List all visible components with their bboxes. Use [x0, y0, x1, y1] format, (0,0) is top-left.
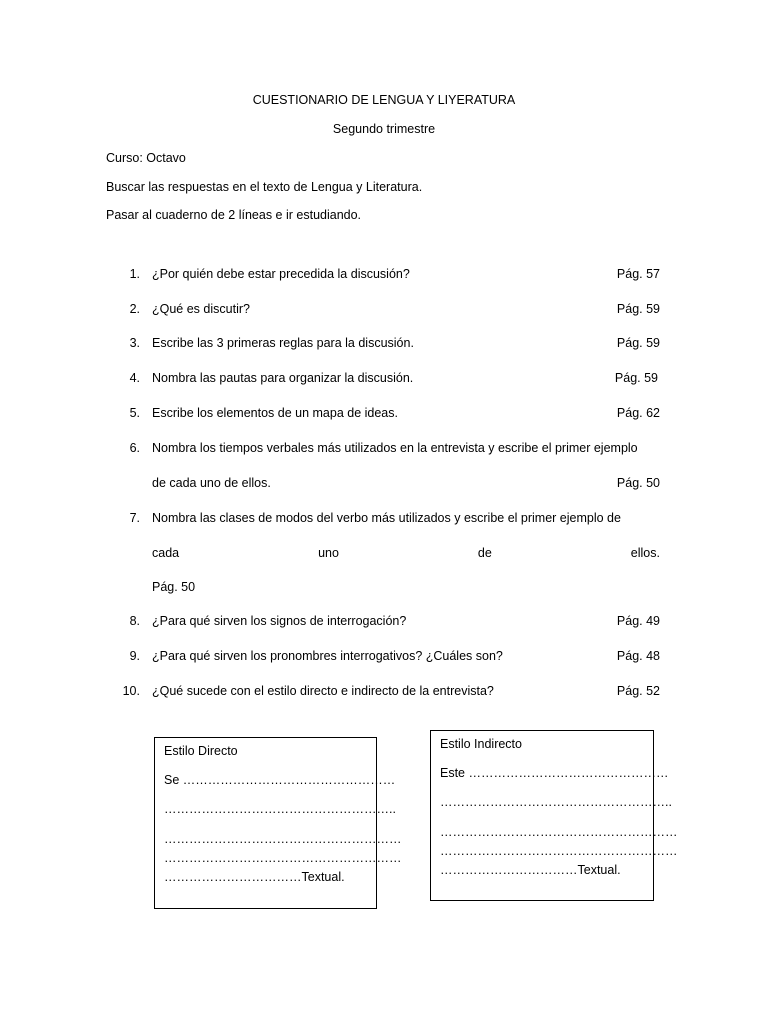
fill-line: …………………………………………………	[164, 851, 402, 865]
question-number: 10.	[122, 684, 140, 698]
estilo-directo-box	[154, 737, 402, 909]
fill-line: Se ……………………………………………	[164, 773, 396, 787]
word: uno	[318, 546, 339, 560]
question-page: Pág. 50	[616, 476, 660, 490]
instruction-line-2: Pasar al cuaderno de 2 líneas e ir estudiando.	[106, 208, 362, 222]
fill-line: ………………………………………………..	[440, 795, 672, 809]
question-page: Pág. 52	[616, 684, 660, 698]
question-number: 8.	[129, 614, 140, 628]
question-text: ¿Qué sucede con el estilo directo e indirecto de la entrevista?	[152, 684, 494, 698]
question-page: Pág. 49	[616, 614, 660, 628]
fill-line: ……………………………Textual.	[164, 870, 345, 884]
question-text: Escribe los elementos de un mapa de ideas.	[152, 406, 398, 420]
question-page: Pág. 48	[616, 649, 660, 663]
question-number: 2.	[129, 302, 140, 316]
fill-line: ………………………………………………..	[164, 802, 396, 816]
question-text: ¿Para qué sirven los signos de interrogación?	[152, 614, 407, 628]
question-text: ¿Qué es discutir?	[152, 302, 250, 316]
course-line: Curso: Octavo	[106, 151, 186, 165]
estilo-indirecto-box	[430, 730, 678, 901]
fill-line: Este …………………………………………	[440, 766, 669, 780]
question-page: Pág. 59	[614, 371, 658, 385]
question-text-continued: de cada uno de ellos.	[152, 476, 271, 490]
document-subtitle: Segundo trimestre	[332, 122, 436, 136]
question-number: 6.	[129, 441, 140, 455]
question-number: 9.	[129, 649, 140, 663]
question-number: 4.	[129, 371, 140, 385]
word: cada	[152, 546, 180, 560]
fill-line: …………………………………………………	[164, 832, 402, 846]
fill-line: …………………………………………………	[440, 825, 678, 839]
box-title: Estilo Directo	[164, 744, 238, 758]
fill-line: ……………………………Textual.	[440, 863, 621, 877]
question-text: Nombra los tiempos verbales más utilizados en la entrevista y escribe el primer ejemplo	[152, 441, 638, 455]
word: de	[477, 546, 492, 560]
document-title: CUESTIONARIO DE LENGUA Y LIYERATURA	[252, 93, 516, 107]
fill-line: …………………………………………………	[440, 844, 678, 858]
question-page: Pág. 62	[616, 406, 660, 420]
question-text-continued	[152, 546, 660, 560]
question-text: Nombra las clases de modos del verbo más utilizados y escribe el primer ejemplo de	[152, 511, 621, 525]
question-number: 5.	[129, 406, 140, 420]
question-text: ¿Por quién debe estar precedida la discusión?	[152, 267, 410, 281]
word: ellos.	[630, 546, 660, 560]
question-number: 7.	[129, 511, 140, 525]
question-text: Nombra las pautas para organizar la discusión.	[152, 371, 414, 385]
question-text: Escribe las 3 primeras reglas para la discusión.	[152, 336, 414, 350]
question-page: Pág. 59	[616, 336, 660, 350]
question-number: 1.	[129, 267, 140, 281]
question-page: Pág. 57	[616, 267, 660, 281]
question-text: ¿Para qué sirven los pronombres interrogativos? ¿Cuáles son?	[152, 649, 503, 663]
instruction-line-1: Buscar las respuestas en el texto de Lengua y Literatura.	[106, 180, 423, 194]
box-title: Estilo Indirecto	[440, 737, 522, 751]
question-page: Pág. 50	[152, 580, 196, 594]
question-number: 3.	[129, 336, 140, 350]
question-page: Pág. 59	[616, 302, 660, 316]
